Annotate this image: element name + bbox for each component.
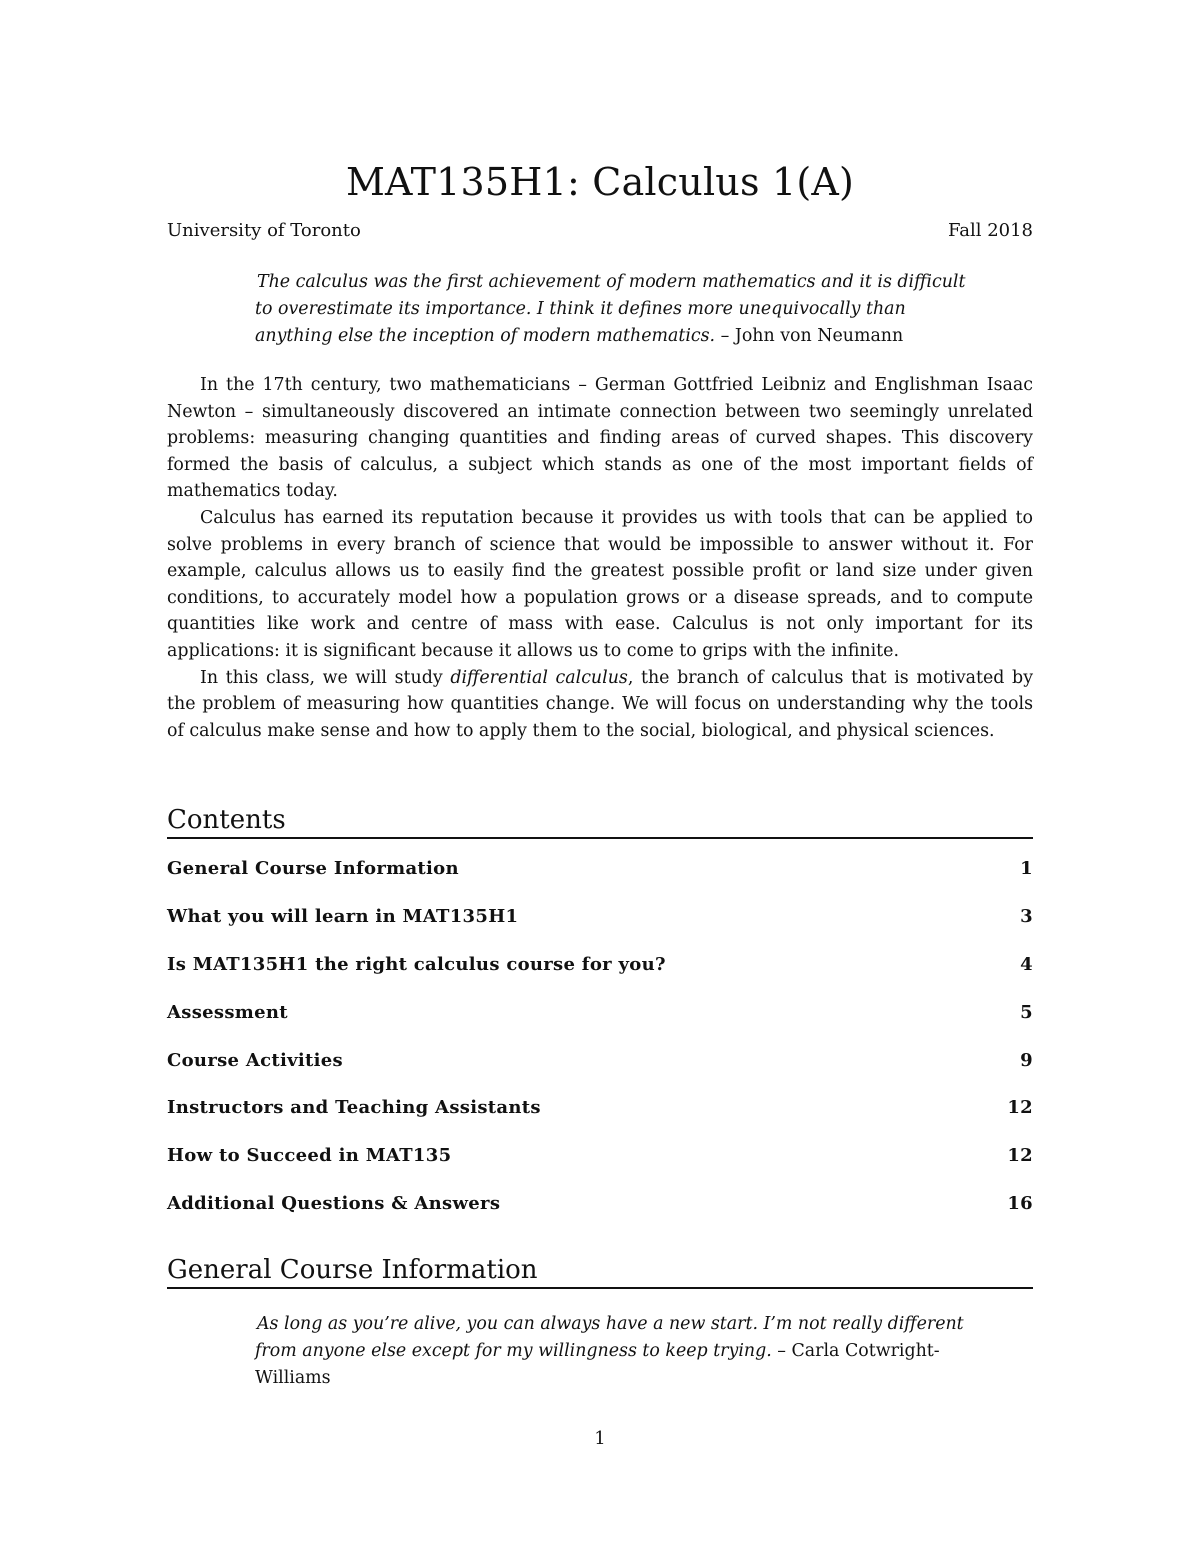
intro-text: , the branch of calculus that is motivated by the problem of measuring how quantities change. We will focus on understanding why the tools of calculus make sense and how to apply them to the social, biological, and physical sciences.	[167, 667, 1034, 741]
intro-text: In this class, we will study	[200, 667, 451, 688]
section-quote-attribution: – Carla Cotwright-Williams	[255, 1341, 940, 1388]
toc-entry-page: 3	[1020, 905, 1033, 927]
toc-entry[interactable]	[167, 954, 1033, 1002]
section-quote-text: As long as you’re alive, you can always have a new start. I’m not really different from anyone else except for my willingness to keep trying.	[255, 1314, 964, 1361]
intro-paragraph: In the 17th century, two mathematicians – German Gottfried Leibniz and Englishman Isaac Newton – simultaneously discovered an intimate connection between two seemingly unrelated problems: measuring changing quantities and finding areas of curved shapes. This discovery formed the basis of calculus, a subject which stands as one of the most important fields of mathematics today.	[167, 375, 1033, 502]
toc-entry[interactable]	[167, 1097, 1033, 1145]
table-of-contents	[167, 858, 1033, 1241]
general-course-information-heading: General Course Information	[167, 1255, 1033, 1289]
toc-entry[interactable]	[167, 858, 1033, 906]
toc-entry[interactable]	[167, 1050, 1033, 1098]
toc-entry-page: 12	[1007, 1145, 1033, 1167]
intro-section	[167, 372, 1033, 744]
toc-entry-label[interactable]: How to Succeed in MAT135	[167, 1145, 452, 1167]
document-meta	[167, 220, 1033, 241]
intro-paragraph: Calculus has earned its reputation because it provides us with tools that can be applied to solve problems in every branch of science that would be impossible to answer without it. For example, calculus allows us to easily find the greatest possible profit or land size under given conditions, to accurately model how a population grows or a disease spreads, and to compute quantities like work and centre of mass with ease. Calculus is not only important for its applications: it is significant because it allows us to come to grips with the infinite.	[167, 507, 1033, 661]
toc-entry[interactable]	[167, 1002, 1033, 1050]
toc-entry-label[interactable]: General Course Information	[167, 858, 459, 879]
toc-entry-page: 4	[1020, 953, 1033, 975]
toc-entry-page: 1	[1020, 858, 1033, 879]
section-quote	[255, 1311, 985, 1392]
document-title: MAT135H1: Calculus 1(A)	[345, 160, 855, 204]
epigraph-attribution: – John von Neumann	[720, 326, 904, 346]
intro-paragraph	[167, 665, 1033, 745]
toc-entry[interactable]	[167, 1145, 1033, 1193]
toc-entry-label[interactable]: Is MAT135H1 the right calculus course for you?	[167, 953, 666, 975]
toc-entry-page: 12	[1007, 1097, 1033, 1119]
emphasis-term: differential calculus	[450, 667, 628, 688]
toc-entry-page: 5	[1020, 1001, 1033, 1023]
toc-entry-page: 16	[1007, 1193, 1033, 1215]
contents-heading: Contents	[167, 805, 1033, 839]
document-page	[167, 0, 1033, 1553]
epigraph-quote	[255, 269, 985, 350]
toc-entry-label[interactable]: Instructors and Teaching Assistants	[167, 1097, 541, 1119]
institution-name: University of Toronto	[167, 220, 361, 241]
page-number: 1	[594, 1428, 606, 1449]
term-label: Fall 2018	[947, 220, 1033, 241]
toc-entry-label[interactable]: Additional Questions & Answers	[167, 1193, 501, 1215]
epigraph-text: The calculus was the first achievement of modern mathematics and it is difficult to overestimate its importance. I think it defines more unequivocally than anything else the inception of modern mathematics.	[255, 272, 966, 346]
toc-entry[interactable]	[167, 1193, 1033, 1241]
toc-entry[interactable]	[167, 906, 1033, 954]
toc-entry-page: 9	[1020, 1049, 1033, 1071]
toc-entry-label[interactable]: Course Activities	[167, 1049, 343, 1071]
toc-entry-label[interactable]: What you will learn in MAT135H1	[167, 905, 519, 927]
toc-entry-label[interactable]: Assessment	[167, 1001, 288, 1023]
